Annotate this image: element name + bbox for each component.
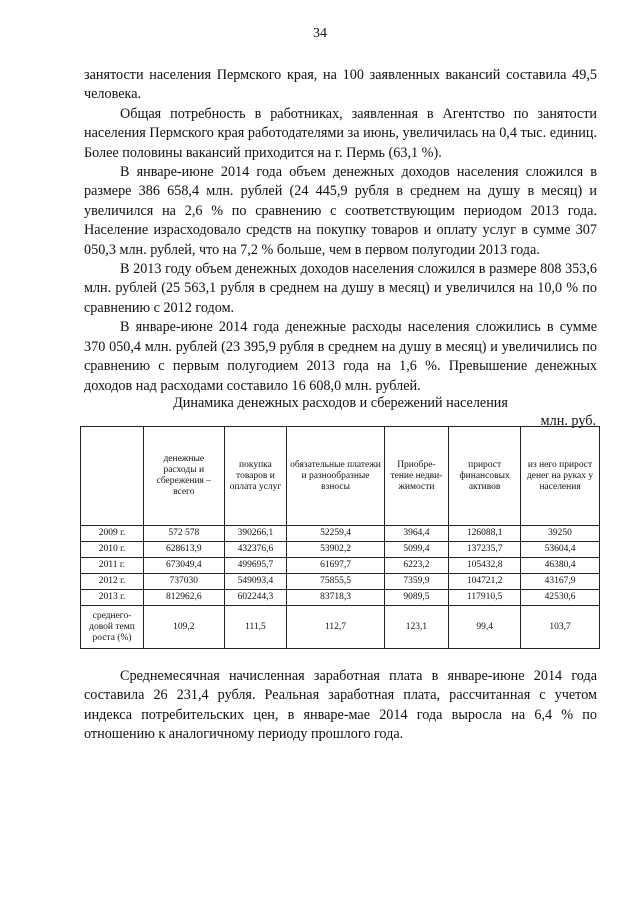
table-row: [81, 542, 600, 558]
row-label: 2009 г.: [81, 526, 144, 542]
table-row: [81, 606, 600, 649]
table-cell: 52259,4: [287, 526, 384, 542]
row-label: 2012 г.: [81, 574, 144, 590]
table-cell: 549093,4: [224, 574, 287, 590]
table-cell: 111,5: [224, 606, 287, 649]
table-cell: 9089,5: [384, 590, 449, 606]
header-cell: из него прирост денег на руках у населения: [521, 427, 600, 526]
table-cell: 123,1: [384, 606, 449, 649]
table-cell: 6223,2: [384, 558, 449, 574]
text-block-bottom: [84, 667, 597, 745]
table-cell: 812962,6: [144, 590, 225, 606]
table-cell: 572 578: [144, 526, 225, 542]
text-block-top: [84, 66, 597, 396]
paragraph: Общая потребность в работниках, заявленная в Агентство по занятости населения Пермского края работодателями за июнь, увеличилась на 0,4 тыс. единиц. Более половины вакансий приходится на г. Пермь (63,1 %).: [84, 105, 597, 161]
header-cell: прирост финансовых активов: [449, 427, 521, 526]
table-row: [81, 574, 600, 590]
table-cell: 5099,4: [384, 542, 449, 558]
table-row: [81, 526, 600, 542]
table-cell: 99,4: [449, 606, 521, 649]
table-cell: 104721,2: [449, 574, 521, 590]
row-label: 2010 г.: [81, 542, 144, 558]
table-cell: 46380,4: [521, 558, 600, 574]
table-cell: 109,2: [144, 606, 225, 649]
header-cell: обязательные платежи и разнообразные взносы: [287, 427, 384, 526]
table-cell: 3964,4: [384, 526, 449, 542]
paragraph: В январе-июне 2014 года объем денежных доходов населения сложился в размере 386 658,4 млн. рублей (24 445,9 рубля в среднем на душу в месяц) и увеличился на 2,6 % по сравнению с соответствующим периодом 2013 года. Население израсходовало средств на покупку товаров и оплату услуг в сумме 307 050,3 млн. рублей, что на 7,2 % больше, чем в первом полугодии 2013 года.: [84, 164, 597, 258]
table-cell: 112,7: [287, 606, 384, 649]
paragraph: Среднемесячная начисленная заработная плата в январе-июне 2014 года составила 26 231,4 рубля. Реальная заработная плата, рассчитанная с учетом индекса потребительских цен, в январе-мае 2014 года выросла на 6,4 % по отношению к аналогичному периоду прошлого года.: [84, 668, 597, 743]
table-cell: 39250: [521, 526, 600, 542]
table-cell: 602244,3: [224, 590, 287, 606]
table-cell: 53902,2: [287, 542, 384, 558]
header-cell: [81, 427, 144, 526]
table-cell: 737030: [144, 574, 225, 590]
paragraph: В январе-июне 2014 года денежные расходы населения сложились в сумме 370 050,4 млн. рублей (23 395,9 рубля в среднем на душу в месяц) и увеличились по сравнению с первым полугодием 2013 года на 1,6 %. Превышение денежных доходов над расходами составило 16 608,0 млн. рублей.: [84, 319, 597, 394]
table-cell: 7359,9: [384, 574, 449, 590]
header-cell: покупка товаров и оплата услуг: [224, 427, 287, 526]
paragraph: В 2013 году объем денежных доходов населения сложился в размере 808 353,6 млн. рублей (25 563,1 рубля в среднем на душу в месяц) и увеличился на 10,0 % по сравнению с 2012 годом.: [84, 261, 597, 316]
table-cell: 83718,3: [287, 590, 384, 606]
row-label: среднего-довой темп роста (%): [81, 606, 144, 649]
page-number: 34: [313, 26, 327, 41]
table-cell: 43167,9: [521, 574, 600, 590]
header-cell: денежные расходы и сбережения – всего: [144, 427, 225, 526]
table-cell: 117910,5: [449, 590, 521, 606]
table-row: [81, 590, 600, 606]
table-title: Динамика денежных расходов и сбережений населения: [173, 395, 508, 411]
table-cell: 103,7: [521, 606, 600, 649]
table-cell: 42530,6: [521, 590, 600, 606]
table-cell: 53604,4: [521, 542, 600, 558]
table-cell: 390266,1: [224, 526, 287, 542]
table-cell: 499695,7: [224, 558, 287, 574]
table-row: [81, 558, 600, 574]
table-cell: 628613,9: [144, 542, 225, 558]
row-label: 2011 г.: [81, 558, 144, 574]
header-cell: Приобре-тение недви-жимости: [384, 427, 449, 526]
table-cell: 673049,4: [144, 558, 225, 574]
table-cell: 432376,6: [224, 542, 287, 558]
table-cell: 61697,7: [287, 558, 384, 574]
table-cell: 137235,7: [449, 542, 521, 558]
table-cell: 105432,8: [449, 558, 521, 574]
table-units: млн. руб.: [540, 413, 596, 429]
expenses-table: [80, 426, 600, 649]
row-label: 2013 г.: [81, 590, 144, 606]
paragraph: занятости населения Пермского края, на 100 заявленных вакансий составила 49,5 человека.: [84, 67, 597, 103]
table-cell: 126088,1: [449, 526, 521, 542]
table-cell: 75855,5: [287, 574, 384, 590]
table-header-row: [81, 427, 600, 526]
